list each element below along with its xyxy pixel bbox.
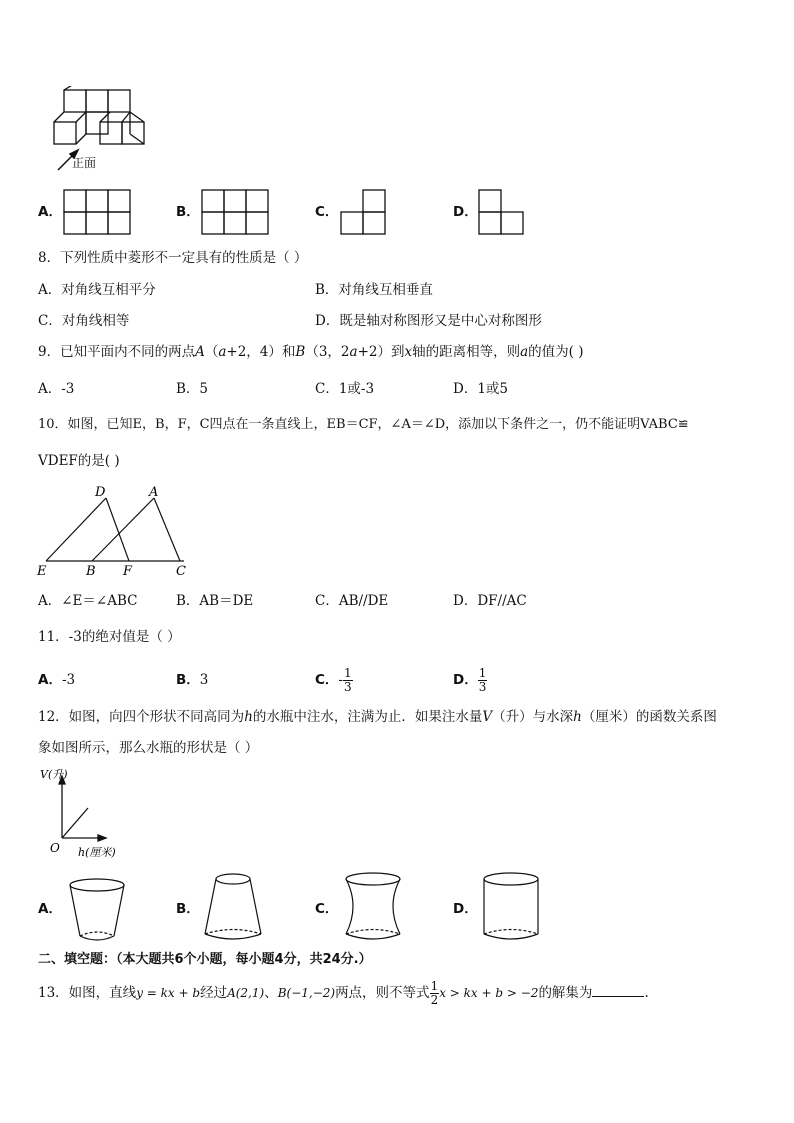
q10-label-b: B [86, 564, 96, 579]
q12-option-a-label[interactable]: A． [38, 901, 62, 917]
q10-stem-line2: VDEF的是( ) [38, 453, 120, 469]
q8-stem: 8．下列性质中菱形不一定具有的性质是（ ） [38, 250, 308, 266]
q10-triangle-figure [34, 484, 194, 580]
q8-option-d[interactable]: D．既是轴对称图形又是中心对称图形 [315, 313, 542, 329]
q10-label-c: C [176, 564, 186, 579]
q7-option-c-label[interactable]: C． [315, 204, 339, 220]
q11-option-a[interactable]: A．-3 [38, 672, 76, 688]
q7-option-d-figure [478, 189, 524, 235]
q8-option-a[interactable]: A．对角线互相平分 [38, 282, 156, 298]
q7-cube-figure [44, 86, 164, 176]
q12-graph-x-label: h(厘米) [78, 846, 116, 859]
q13-answer-blank[interactable] [592, 984, 644, 997]
q11-stem: 11．-3的绝对值是（ ） [38, 629, 181, 645]
q10-option-c[interactable]: C．AB//DE [315, 593, 389, 609]
q11-option-d[interactable]: D． $\frac{1}{3}$ [453, 666, 487, 694]
q7-option-b-label[interactable]: B． [176, 204, 200, 220]
q10-label-f: F [123, 564, 133, 579]
q8-option-c[interactable]: C．对角线相等 [38, 313, 130, 329]
q12-option-b-bottle [200, 870, 266, 946]
q7-option-c-figure [340, 189, 386, 235]
q7-option-d-label[interactable]: D． [453, 204, 478, 220]
q10-label-a: A [149, 485, 159, 500]
q9-option-c[interactable]: C．1或-3 [315, 381, 375, 397]
q9-option-d[interactable]: D．1或5 [453, 381, 509, 397]
q12-option-d-label[interactable]: D． [453, 901, 478, 917]
q7-option-b-figure [201, 189, 269, 235]
q9-option-a[interactable]: A．-3 [38, 381, 75, 397]
q12-option-b-label[interactable]: B． [176, 901, 200, 917]
q12-stem-line1: 12．如图，向四个形状不同高同为h的水瓶中注水，注满为止．如果注水量V（升）与水深h（厘米）的函数关系图 [38, 709, 717, 725]
q10-label-e: E [37, 564, 47, 579]
q10-stem-line1: 10．如图，已知E，B，F，C四点在一条直线上，EB＝CF，∠A＝∠D，添加以下条件之一，仍不能证明VABC≌ [38, 417, 689, 432]
q12-option-c-label[interactable]: C． [315, 901, 339, 917]
q13-stem: 13．如图，直线y = kx + b经过A(2,1)、B(−1,−2)两点，则不等式 $\frac{1}{2}$ x > kx + b > −2的解集为 . [38, 979, 649, 1007]
q12-graph-origin: O [50, 841, 60, 855]
q12-stem-line2: 象如图所示，那么水瓶的形状是（ ） [38, 740, 259, 756]
q11-option-b[interactable]: B．3 [176, 672, 209, 688]
q11-option-c[interactable]: C．- $\frac{1}{3}$ [315, 666, 352, 694]
q12-option-c-bottle [340, 870, 406, 946]
q7-option-a-label[interactable]: A． [38, 204, 62, 220]
q9-stem: 9．已知平面内不同的两点A（a+2，4）和B（3，2a+2）到x轴的距离相等，则a的值为( ) [38, 344, 584, 360]
q10-option-b[interactable]: B．AB＝DE [176, 593, 254, 609]
q10-option-a[interactable]: A．∠E＝∠ABC [38, 593, 138, 609]
q10-option-d[interactable]: D．DF//AC [453, 593, 527, 609]
q12-graph [36, 766, 146, 864]
q12-option-d-bottle [480, 870, 542, 946]
q7-option-a-figure [63, 189, 131, 235]
section2-heading: 二、填空题：（本大题共6个小题，每小题4分，共24分.） [38, 952, 372, 967]
q8-option-b[interactable]: B．对角线互相垂直 [315, 282, 433, 298]
q12-graph-y-label: V(升) [40, 768, 68, 781]
q12-option-a-bottle [66, 876, 128, 946]
q9-option-b[interactable]: B．5 [176, 381, 209, 397]
q10-label-d: D [95, 485, 106, 500]
q7-front-label: 正面 [72, 156, 97, 170]
